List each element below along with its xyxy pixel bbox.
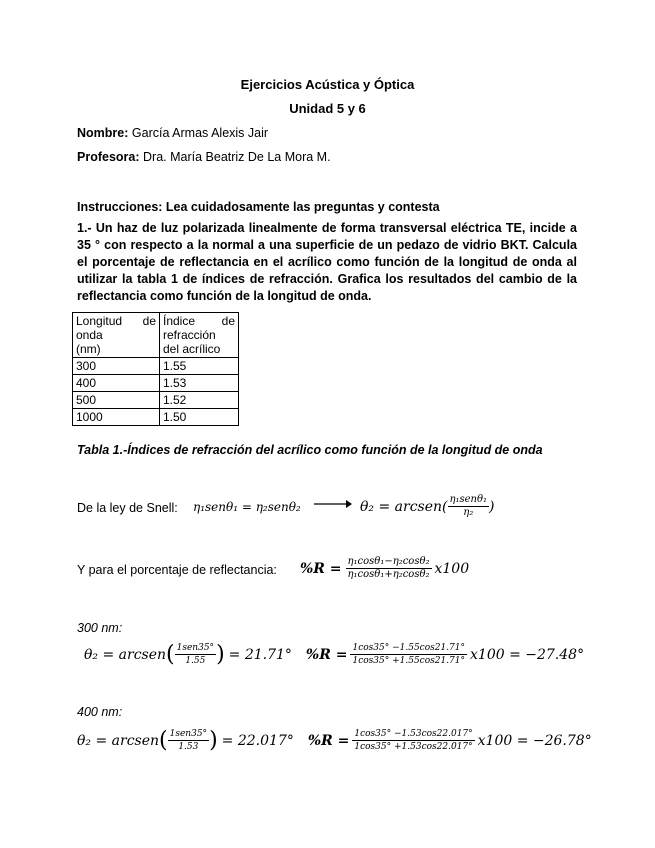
reflectance-label: Y para el porcentaje de reflectancia: [77, 563, 277, 577]
header-wavelength: Longitud de onda (nm) [73, 313, 160, 358]
document-title: Ejercicios Acústica y Óptica [240, 77, 415, 92]
refraction-table [72, 312, 239, 426]
cell-index: 1.53 [160, 375, 239, 392]
theta2-formula: θ₂ = arcsen( $\frac{\text{η₁senθ₁}}{\text{η₂}}$ ) [360, 494, 495, 518]
snell-equation: η₁senθ₁ = η₂senθ₂ [193, 500, 301, 514]
cell-index: 1.50 [160, 409, 239, 426]
teacher-label: Profesora: [77, 150, 140, 164]
name-label: Nombre: [77, 126, 129, 140]
cell-wavelength: 300 [73, 358, 160, 375]
case-300-equations: θ₂ = arcsen ( $\frac{\text{1sen35°}}{1.55}$ ) = 21.71° %R = $\frac{1\cos 35^\circ -1.55\cos 21.71^\circ}{1\cos 35^\circ +1.55\cos 21.71^\circ}$ x100 = −27.48° [84, 642, 585, 667]
student-name-line [77, 126, 268, 140]
case-400-label: 400 nm: [77, 705, 123, 719]
case-400-equations: θ₂ = arcsen ( $\frac{\text{1sen35°}}{1.53}$ ) = 22.017° %R = $\frac{1\cos 35^\circ -1.53\cos 22.017^\circ}{1\cos 35^\circ +1.53\cos 22.017^\circ}$ x100 = −26.78° [77, 728, 592, 753]
teacher-line [77, 150, 331, 164]
right-arrow-icon [312, 497, 352, 511]
cell-wavelength: 500 [73, 392, 160, 409]
header-index: Índice de refracción del acrílico [160, 313, 239, 358]
teacher-value: Dra. María Beatriz De La Mora M. [143, 150, 331, 164]
table-row [73, 409, 239, 426]
table-header-row [73, 313, 239, 358]
table-row [73, 358, 239, 375]
document-subtitle: Unidad 5 y 6 [289, 101, 366, 116]
case-300-label: 300 nm: [77, 621, 123, 635]
cell-wavelength: 1000 [73, 409, 160, 426]
cell-wavelength: 400 [73, 375, 160, 392]
table-row [73, 392, 239, 409]
cell-index: 1.52 [160, 392, 239, 409]
instructions: Instrucciones: Lea cuidadosamente las preguntas y contesta [77, 200, 440, 214]
cell-index: 1.55 [160, 358, 239, 375]
table-caption: Tabla 1.-Índices de refracción del acrílico como función de la longitud de onda [77, 443, 543, 457]
question-1: 1.- Un haz de luz polarizada linealmente de forma transversal eléctrica TE, incide a 35 ° con respecto a la normal a una superficie de un pedazo de vidrio BKT. Calcula el porcentaje de reflectancia en el acrílico como función de la longitud de onda al utilizar la tabla 1 de índices de refracción. Grafica los resultados del cambio de la reflectancia como función de la longitud de onda. [77, 221, 577, 303]
snell-label: De la ley de Snell: [77, 501, 178, 515]
table-row [73, 375, 239, 392]
reflectance-formula: %R = $\frac{\text{η₁cosθ₁−η₂cosθ₂}}{\text{η₁cosθ₁+η₂cosθ₂}}$ x100 [300, 556, 470, 580]
name-value: García Armas Alexis Jair [131, 126, 269, 140]
